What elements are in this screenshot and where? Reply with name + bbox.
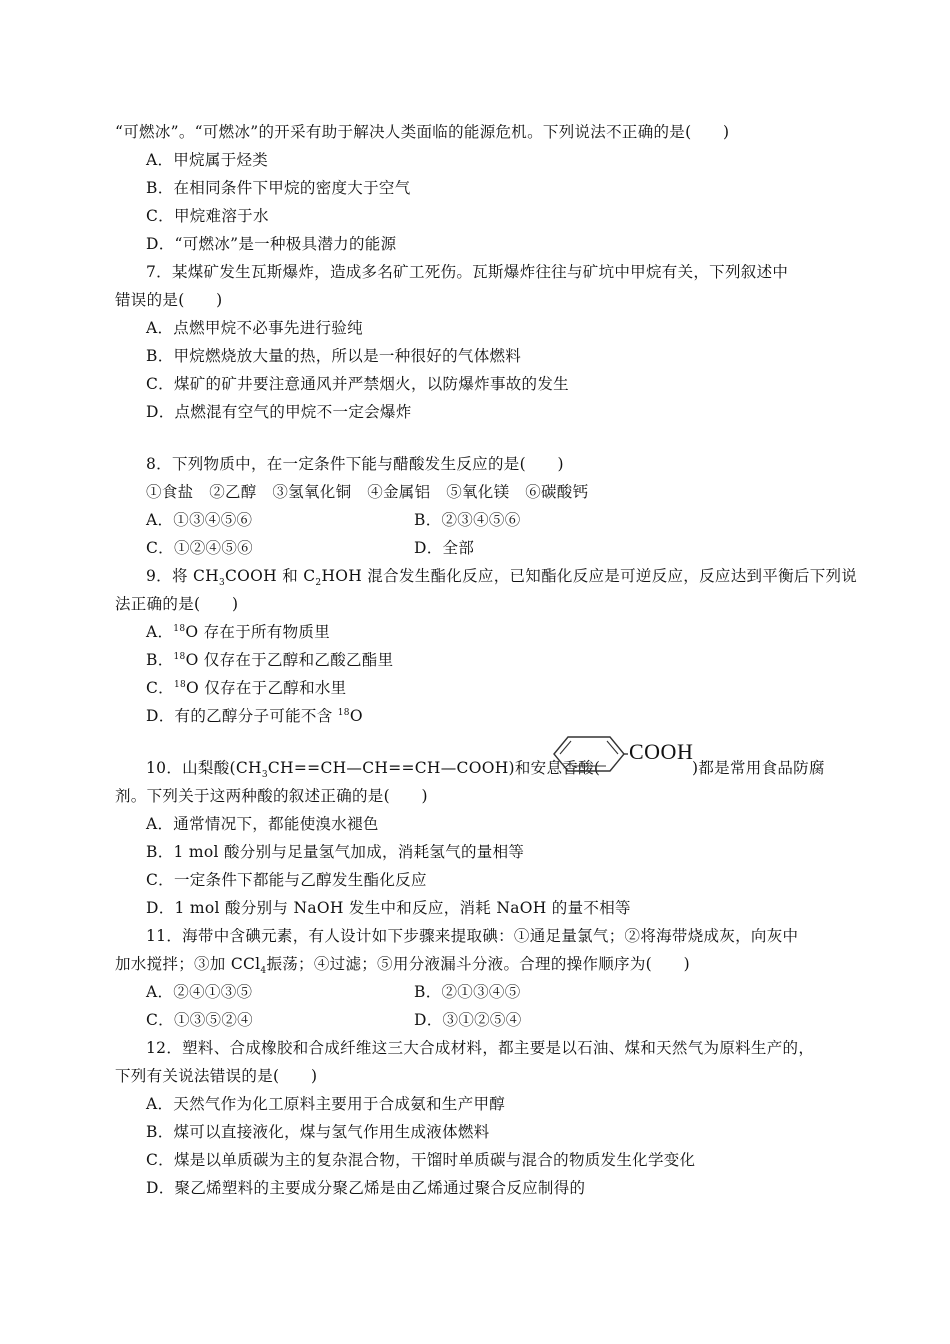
q10-stem-line1-part2: )都是常用食品防腐 xyxy=(692,759,825,777)
q9-option-d: D．有的乙醇分子可能不含 $^{18}$O xyxy=(146,707,363,725)
q7-stem-line2: 错误的是( ) xyxy=(115,291,223,309)
benzoic-acid-cooh-label: COOH xyxy=(629,739,694,764)
q12-option-d: D．聚乙烯塑料的主要成分聚乙烯是由乙烯通过聚合反应制得的 xyxy=(146,1179,586,1197)
q11-stem-line2: 加水搅拌；③加 CCl$_4$振荡；④过滤；⑤用分液漏斗分液。合理的操作顺序为( ) xyxy=(115,955,690,977)
q9-stem-line2: 法正确的是( ) xyxy=(115,595,239,613)
q6-option-a: A．甲烷属于烃类 xyxy=(146,151,269,169)
q10-option-d: D．1 mol 酸分别与 NaOH 发生中和反应，消耗 NaOH 的量不相等 xyxy=(146,899,631,917)
q6-option-b: B．在相同条件下甲烷的密度大于空气 xyxy=(146,179,411,197)
q9-option-b: B．$^{18}$O 仅存在于乙醇和乙酸乙酯里 xyxy=(146,651,394,669)
q7-option-a: A．点燃甲烷不必事先进行验纯 xyxy=(146,319,363,337)
q11-option-a: A．②④①③⑤ xyxy=(146,983,253,1001)
q8-option-a: A．①③④⑤⑥ xyxy=(146,511,253,529)
q8-option-d: D．全部 xyxy=(414,539,475,557)
q10-option-c: C．一定条件下都能与乙醇发生酯化反应 xyxy=(146,871,427,889)
q11-option-d: D．③①②⑤④ xyxy=(414,1011,522,1029)
q11-stem-line1: 11．海带中含碘元素，有人设计如下步骤来提取碘：①通足量氯气；②将海带烧成灰，向灰中 xyxy=(146,927,799,945)
q10-option-a: A．通常情况下，都能使溴水褪色 xyxy=(146,815,379,833)
q9-option-a: A．$^{18}$O 存在于所有物质里 xyxy=(146,623,330,641)
q10-stem-line2: 剂。下列关于这两种酸的叙述正确的是( ) xyxy=(115,787,428,805)
q12-option-c: C．煤是以单质碳为主的复杂混合物，干馏时单质碳与混合的物质发生化学变化 xyxy=(146,1151,696,1169)
q6-stem: “可燃冰”。“可燃冰”的开采有助于解决人类面临的能源危机。下列说法不正确的是( ) xyxy=(115,123,730,141)
q8-option-b: B．②③④⑤⑥ xyxy=(414,511,521,529)
q9-option-c: C．$^{18}$O 仅存在于乙醇和水里 xyxy=(146,679,347,697)
q12-stem-line1: 12．塑料、合成橡胶和合成纤维这三大合成材料，都主要是以石油、煤和天然气为原料生产的， xyxy=(146,1039,815,1057)
q10-option-b: B．1 mol 酸分别与足量氢气加成，消耗氢气的量相等 xyxy=(146,843,525,861)
q12-stem-line2: 下列有关说法错误的是( ) xyxy=(115,1067,318,1085)
q7-option-b: B．甲烷燃烧放大量的热，所以是一种很好的气体燃料 xyxy=(146,347,522,365)
q6-option-c: C．甲烷难溶于水 xyxy=(146,207,269,225)
q6-option-d: D．“可燃冰”是一种极具潜力的能源 xyxy=(146,235,397,253)
q8-stem: 8．下列物质中，在一定条件下能与醋酸发生反应的是( ) xyxy=(146,455,564,473)
q8-items: ①食盐 ②乙醇 ③氢氧化铜 ④金属铝 ⑤氧化镁 ⑥碳酸钙 xyxy=(146,483,589,501)
q7-option-c: C．煤矿的矿井要注意通风并严禁烟火，以防爆炸事故的发生 xyxy=(146,375,569,393)
q11-option-b: B．②①③④⑤ xyxy=(414,983,521,1001)
q9-stem-line1: 9．将 $CH_3COOH$ 和 $C_2HOH$ 混合发生酯化反应，已知酯化反应是可逆反应，反应达到平衡后下列说 xyxy=(146,567,858,589)
q12-option-b: B．煤可以直接液化，煤与氢气作用生成液体燃料 xyxy=(146,1123,490,1141)
q11-option-c: C．①③⑤②④ xyxy=(146,1011,253,1029)
q7-stem-line1: 7．某煤矿发生瓦斯爆炸，造成多名矿工死伤。瓦斯爆炸往往与矿坑中甲烷有关，下列叙述中 xyxy=(146,263,789,281)
q8-option-c: C．①②④⑤⑥ xyxy=(146,539,253,557)
q12-option-a: A．天然气作为化工原料主要用于合成氨和生产甲醇 xyxy=(146,1095,506,1113)
q7-option-d: D．点燃混有空气的甲烷不一定会爆炸 xyxy=(146,403,412,421)
q10-stem-line1-part1: 10．山梨酸$(CH_3CH==CH—CH==CH—COOH)$和安息香酸( xyxy=(146,759,601,781)
